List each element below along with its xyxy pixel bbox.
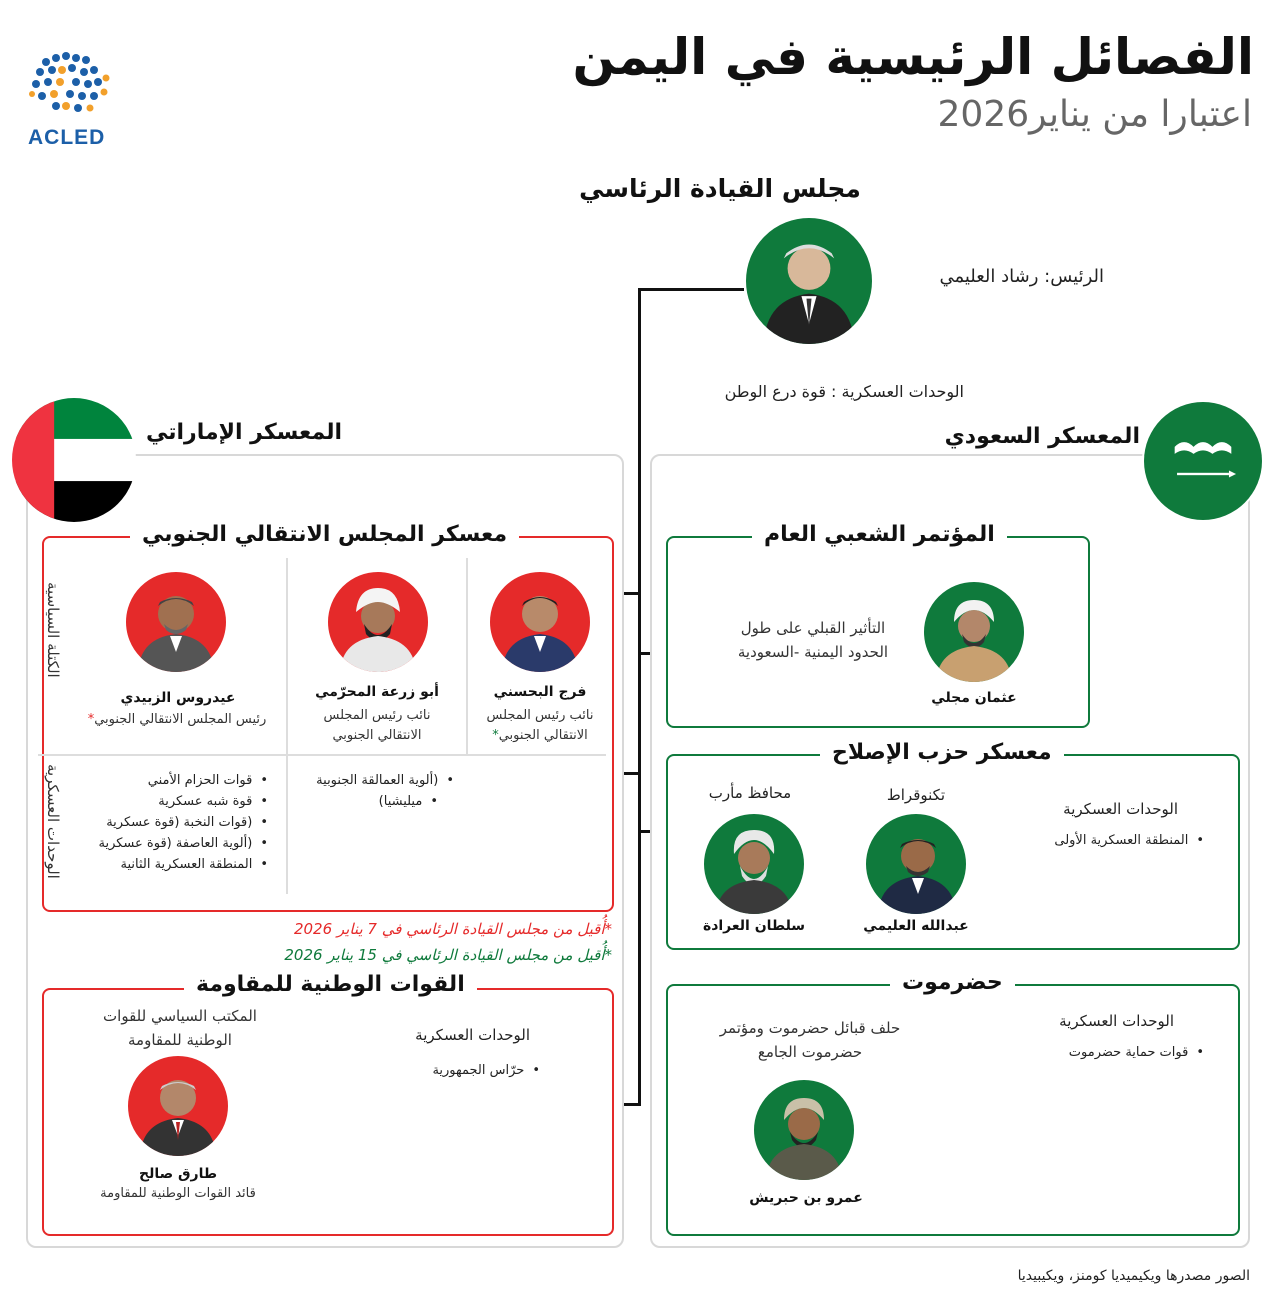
abu-zaraa-role [290, 706, 464, 746]
saudi-flag-icon [1142, 400, 1264, 522]
uae-camp-title: المعسكر الإماراتي [145, 420, 342, 445]
hadramawt-units [1024, 1042, 1204, 1063]
plc-military-units: الوحدات العسكرية : قوة درع الوطن [724, 382, 964, 401]
plc-connector-top [638, 288, 744, 291]
abdullah-alalimi-portrait [864, 812, 968, 916]
nrf-unit-republican-guards: • حرّاس الجمهورية [400, 1060, 540, 1081]
gpc-note-line1: التأثير القبلي على طول [740, 619, 886, 637]
faraj-albahsani-portrait [488, 570, 592, 674]
othman-mujalli-name: عثمان مجلي [931, 690, 1017, 706]
rashad-alimi-portrait [744, 216, 874, 346]
islah-title: معسكر حزب الإصلاح [820, 740, 1064, 765]
stc-title: معسكر المجلس الانتقالي الجنوبي [130, 522, 519, 547]
abu-zaraa-almahrami-portrait [326, 570, 430, 674]
stc-row-political-label: الكتلة السياسية [44, 582, 62, 678]
stc-units-col3 [58, 770, 268, 875]
nrf-political-office: المكتب السياسي للقوات الوطنية للمقاومة [103, 1007, 257, 1049]
sultan-alarada-portrait [702, 812, 806, 916]
plc-president: الرئيس: رشاد العليمي [939, 266, 1104, 287]
tareq-saleh-portrait [126, 1054, 230, 1158]
hadramawt-unit-protection-forces: • قوات حماية حضرموت [1024, 1042, 1204, 1063]
faraj-role-line2-text: الانتقالي الجنوبي [498, 728, 588, 743]
stc-unit-giants-2: • ميليشيا) [274, 791, 454, 812]
tareq-saleh-role: قائد القوات الوطنية للمقاومة [100, 1186, 256, 1201]
aidarous-alzubaidi-name: عيدروس الزبيدي [120, 690, 236, 706]
faraj-albahsani-name: فرج البحسني [493, 684, 587, 700]
aidarous-red-star: * [87, 712, 95, 727]
gpc-note [700, 616, 926, 664]
uae-flag-icon [12, 398, 136, 522]
amr-bin-habrish-portrait [752, 1078, 856, 1182]
faraj-role-line1: نائب رئيس المجلس [486, 708, 594, 723]
stc-row-military-label: الوحدات العسكرية [44, 764, 62, 879]
abdullah-alalimi-name: عبدالله العليمي [863, 918, 969, 934]
nrf-units [400, 1060, 540, 1081]
plc-title: مجلس القيادة الرئاسي [579, 174, 861, 203]
page-subtitle: اعتبارا من يناير2026 [937, 94, 1252, 135]
stc-unit-security-belt: • قوات الحزام الأمني [58, 770, 268, 791]
footnote-red: *أُقيل من مجلس القيادة الرئاسي في 7 يناير 2026 [293, 920, 612, 938]
hadramawt-alliance: حلف قبائل حضرموت ومؤتمر حضرموت الجامع [719, 1019, 901, 1061]
abu-zaraa-role-line2: الانتقالي الجنوبي [332, 728, 422, 743]
stc-units-col2 [274, 770, 454, 812]
othman-mujalli-portrait [922, 580, 1026, 684]
abu-zaraa-role-line1: نائب رئيس المجلس [323, 708, 431, 723]
nrf-title: القوات الوطنية للمقاومة [184, 972, 477, 997]
aidarous-alzubaidi-role [70, 710, 284, 730]
page-title: الفصائل الرئيسية في اليمن [572, 28, 1254, 86]
gpc-note-line2: الحدود اليمنية -السعودية [737, 643, 889, 661]
stc-unit-elite: • (قوات النخبة (قوة عسكرية [58, 812, 268, 833]
plc-connector-vertical [638, 288, 641, 1106]
acled-logo-text: ACLED [28, 126, 106, 149]
tareq-saleh-name: طارق صالح [138, 1166, 218, 1182]
nrf-military-units-label: الوحدات العسكرية [415, 1026, 530, 1044]
islah-marib-governor: محافظ مأرب [708, 784, 792, 802]
gpc-title: المؤتمر الشعبي العام [752, 522, 1007, 547]
aidarous-role-text: رئيس المجلس الانتقالي الجنوبي [94, 712, 267, 727]
abu-zaraa-name: أبو زرعة المحرّمي [315, 684, 439, 700]
islah-technocrat: تكنوقراط [886, 786, 946, 804]
faraj-albahsani-role [468, 706, 612, 746]
stc-unit-second-region: • المنطقة العسكرية الثانية [58, 854, 268, 875]
stc-divider-1 [286, 558, 288, 894]
saudi-camp-title: المعسكر السعودي [944, 424, 1140, 449]
hadramawt-title: حضرموت [890, 970, 1015, 995]
hadramawt-military-units-label: الوحدات العسكرية [1059, 1012, 1174, 1030]
islah-units [1024, 830, 1204, 851]
amr-bin-habrish-name: عمرو بن حبريش [749, 1190, 863, 1206]
stc-unit-giants-1: • (ألوية العمالقة الجنوبية [274, 770, 454, 791]
footnote-green: *أُقيل من مجلس القيادة الرئاسي في 15 يناير 2026 [284, 946, 612, 964]
stc-unit-storm: • (ألوية العاصفة (قوة عسكرية [58, 833, 268, 854]
image-source-note: الصور مصدرها ويكيميديا كومنز، ويكيبيديا [1017, 1268, 1250, 1284]
islah-military-units-label: الوحدات العسكرية [1063, 800, 1178, 818]
stc-row-divider [38, 754, 606, 756]
aidarous-alzubaidi-portrait [124, 570, 228, 674]
islah-unit-first-region: • المنطقة العسكرية الأولى [1024, 830, 1204, 851]
sultan-alarada-name: سلطان العرادة [702, 918, 806, 934]
faraj-green-star: * [492, 728, 499, 743]
faraj-role-line2 [468, 726, 612, 746]
stc-unit-paramilitary: • قوة شبه عسكرية [58, 791, 268, 812]
